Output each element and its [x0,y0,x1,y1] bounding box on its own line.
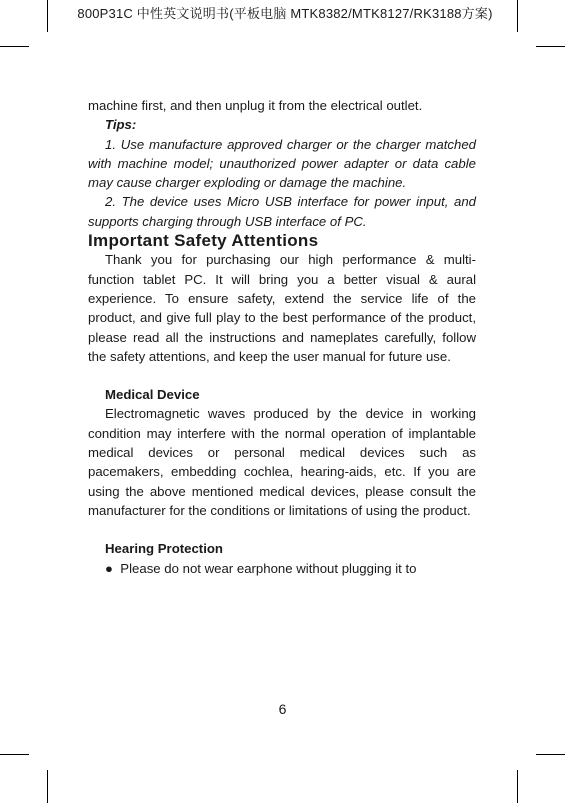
intro-paragraph: Thank you for purchasing our high performance & multi-function tablet PC. It will bring you a better visual & aural experience. To ensure safety, extend the service life of the product, and give full play to the best performance of the product, please read all the instructions and nameplates carefully, follow the safety attentions, and keep the user manual for future use. [88,252,476,364]
crop-mark-bottom-left-h [0,754,29,755]
tip-1: 1. Use manufacture approved charger or the charger matched with machine model; unauthorized power adapter or data cable may cause charger exploding or damage the machine. [88,136,476,191]
crop-mark-bottom-right-v [517,770,518,803]
page-number: 6 [278,701,287,717]
hearing-protection-title: Hearing Protection [105,541,223,557]
continuation-text: machine first, and then unplug it from the electrical outlet. [88,98,423,113]
bullet-icon: ● [105,560,113,576]
crop-mark-bottom-left-v [47,770,48,803]
crop-mark-bottom-right-h [536,754,565,755]
section-heading: Important Safety Attentions [88,231,319,251]
hearing-bullet-text: Please do not wear earphone without plugging it to [120,560,417,576]
hearing-bullet-item [88,559,476,578]
print-slug-header: 800P31C 中性英文说明书(平板电脑 MTK8382/MTK8127/RK3188方案) [77,6,493,21]
tip-2: 2. The device uses Micro USB interface for power input, and supports charging through USB interface of PC. [88,194,476,229]
medical-device-title: Medical Device [105,387,200,403]
crop-mark-top-left-h [0,46,29,47]
medical-device-text: Electromagnetic waves produced by the device in working condition may interfere with the normal operation of implantable medical devices or personal medical devices such as pacemakers, embedding cochlea, hearing-aids, etc. If you are using the above mentioned medical devices, please consult the manufacturer for the conditions or limitations of using the product. [88,406,476,518]
crop-mark-top-left-v [47,0,48,32]
crop-mark-top-right-h [536,46,565,47]
page-content [88,96,476,578]
tips-label: Tips: [105,117,137,133]
